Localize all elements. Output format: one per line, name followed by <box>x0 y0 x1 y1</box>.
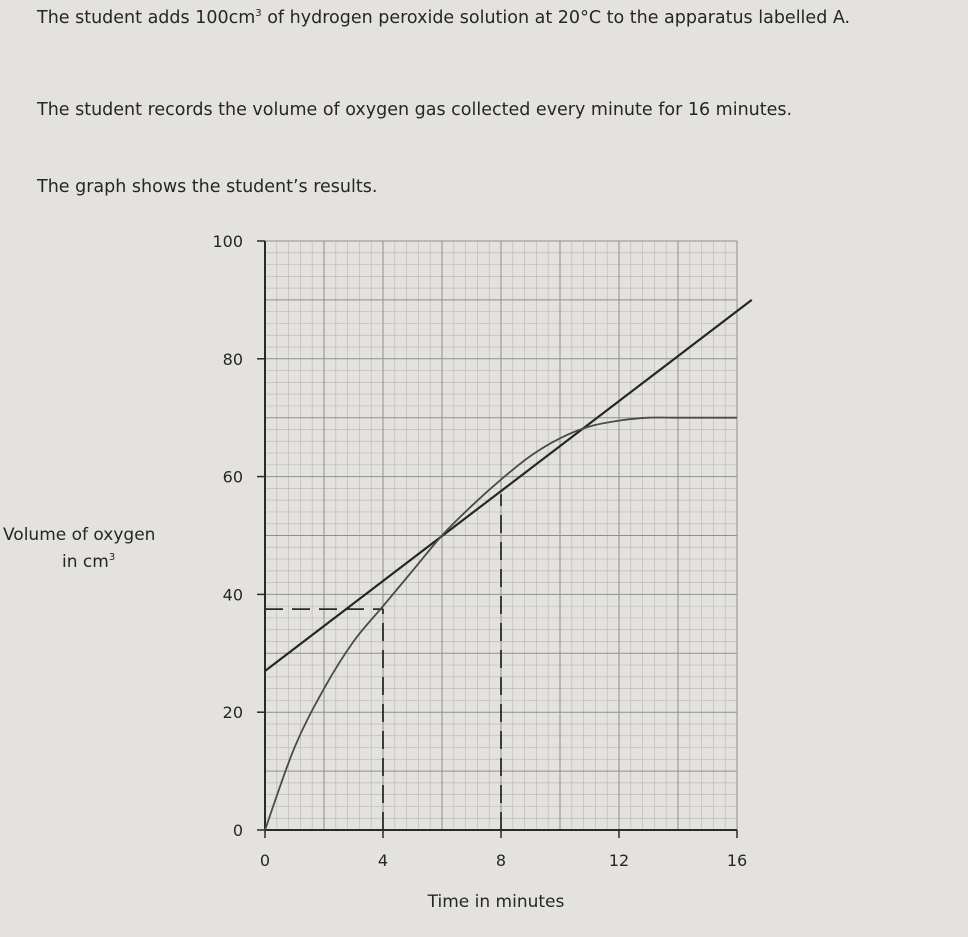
axis-titles <box>3 525 564 912</box>
question-paragraph-2: The student records the volume of oxygen gas collected every minute for 16 minutes. <box>37 100 793 120</box>
x-tick-label: 4 <box>377 851 389 870</box>
amount-unit: cm <box>228 8 256 28</box>
x-tick-label: 0 <box>259 851 271 870</box>
y-tick-label: 60 <box>222 467 243 487</box>
tangent-line <box>265 300 752 671</box>
y-axis-label-line1: Volume of oxygen <box>3 525 156 545</box>
y-axis-label-line2: in $cm^3$ <box>62 552 116 572</box>
x-tick-label: 8 <box>495 851 507 870</box>
amount-unit-power: 3 <box>255 8 262 20</box>
y-tick-label: 100 <box>212 232 243 251</box>
question-paragraph-3: The graph shows the student’s results. <box>37 177 378 197</box>
y-tick-label: 40 <box>222 585 243 605</box>
temperature-value: 20 <box>557 8 581 28</box>
question-paragraph-1: The student adds $100cm^3$ of hydrogen peroxide solution at 20°C to the apparatus labelled A. <box>37 8 851 28</box>
y-axis-unit-power: 3 <box>108 552 116 563</box>
y-tick-label: 20 <box>222 703 243 723</box>
tick-labels <box>212 232 747 870</box>
x-tick-label: 12 <box>608 851 630 870</box>
axes <box>257 241 737 838</box>
plot-lines <box>265 300 752 830</box>
amount-value: 100 <box>195 8 229 28</box>
y-tick-label: 0 <box>232 821 243 840</box>
temperature-unit: °C <box>580 8 602 28</box>
y-tick-label: 80 <box>222 349 243 369</box>
x-tick-label: 16 <box>726 851 748 870</box>
x-axis-label: Time in minutes <box>427 892 565 912</box>
